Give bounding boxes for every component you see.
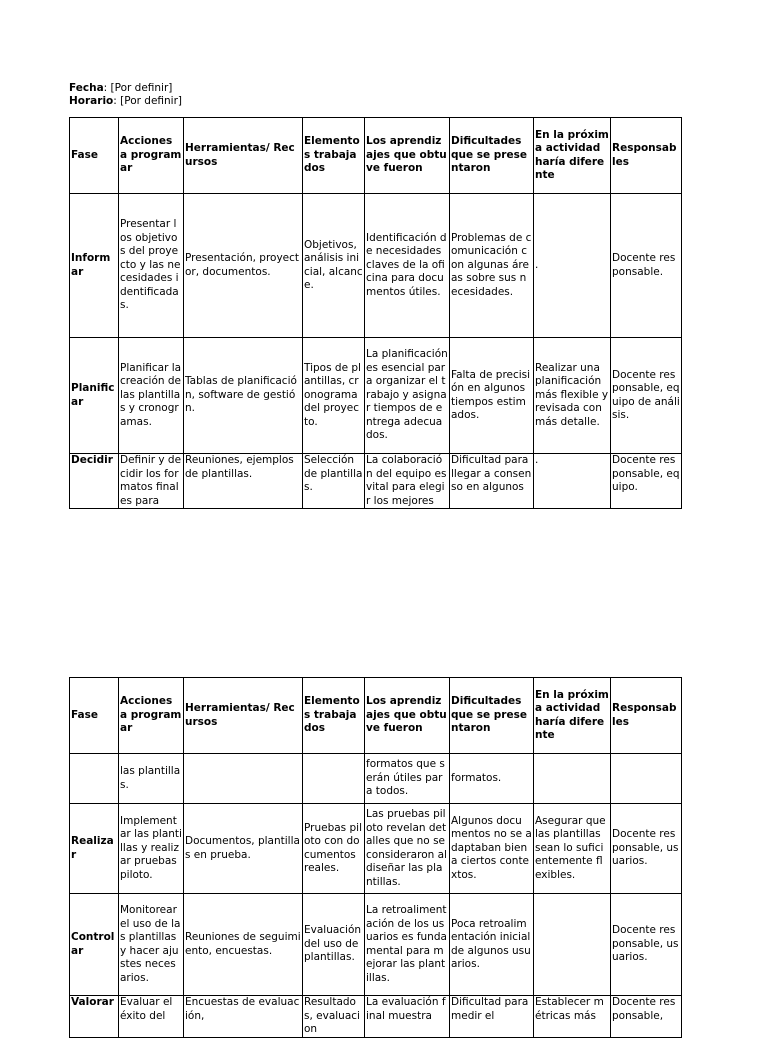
table-cell [534, 894, 611, 996]
table-cell: Selección de plantillas. [303, 454, 365, 509]
table-row [70, 804, 682, 894]
phase-cell: Valorar [70, 996, 119, 1038]
horario-value: : [Por definir] [113, 95, 182, 107]
table-cell: Dificultad para llegar a consenso en algunos [450, 454, 534, 509]
table-cell: Realizar una planificación más flexible y revisada con más detalle. [534, 338, 611, 454]
phase-cell [70, 754, 119, 804]
table-cell: Reuniones, ejemplos de plantillas. [184, 454, 303, 509]
header-cell: Dificultades que se presentaron [450, 118, 534, 194]
table-row [70, 894, 682, 996]
table-cell: Resultados, evaluacion [303, 996, 365, 1038]
header-cell: En la próxima actividad haría diferente [534, 118, 611, 194]
horario-line [69, 95, 182, 108]
table-cell: Identificación de necesidades claves de la oficina para documentos útiles. [365, 194, 450, 338]
table-cell: Monitorear el uso de las plantillas y hacer ajustes necesarios. [119, 894, 184, 996]
header-cell: Los aprendizajes que obtuve fueron [365, 678, 450, 754]
table-cell: Reuniones de seguimiento, encuestas. [184, 894, 303, 996]
table-cell: Poca retroalimentación inicial de algunos usuarios. [450, 894, 534, 996]
table-cell: . [534, 454, 611, 509]
table-cell: Objetivos, análisis inicial, alcance. [303, 194, 365, 338]
header-cell: Herramientas/ Recursos [184, 678, 303, 754]
fecha-label: Fecha [69, 82, 104, 94]
table-cell: Tablas de planificación, software de gestión. [184, 338, 303, 454]
table-cell: Encuestas de evaluación, [184, 996, 303, 1038]
table-cell: Planificar la creación de las plantillas y cronogramas. [119, 338, 184, 454]
table-cell: Asegurar que las plantillas sean lo suficientemente flexibles. [534, 804, 611, 894]
table-cell: Establecer métricas más [534, 996, 611, 1038]
header-cell: Responsables [611, 678, 682, 754]
table-cell: Docente responsable, [611, 996, 682, 1038]
header-cell: Acciones a programar [119, 678, 184, 754]
table-cell: Tipos de plantillas, cronograma del proyecto. [303, 338, 365, 454]
table-cell: Evaluar el éxito del [119, 996, 184, 1038]
fecha-line [69, 82, 172, 95]
table-cell: formatos. [450, 754, 534, 804]
table-row [70, 338, 682, 454]
table-cell: Evaluación del uso de plantillas. [303, 894, 365, 996]
activity-table-page1 [69, 117, 682, 509]
phase-cell: Planificar [70, 338, 119, 454]
table-row [70, 754, 682, 804]
header-cell: Los aprendizajes que obtuve fueron [365, 118, 450, 194]
table-cell: Presentación, proyector, documentos. [184, 194, 303, 338]
table-cell: La retroalimentación de los usuarios es fundamental para mejorar las plantillas. [365, 894, 450, 996]
phase-cell: Controlar [70, 894, 119, 996]
phase-cell: Informar [70, 194, 119, 338]
table-cell [534, 754, 611, 804]
header-cell: Fase [70, 118, 119, 194]
table-cell: Las pruebas piloto revelan detalles que no se consideraron al diseñar las plantillas. [365, 804, 450, 894]
table-cell: Docente responsable, equipo. [611, 454, 682, 509]
header-cell: Acciones a programar [119, 118, 184, 194]
table-cell [611, 754, 682, 804]
fecha-value: : [Por definir] [103, 82, 173, 94]
phase-cell: Decidir [70, 454, 119, 509]
table-cell: Pruebas piloto con documentos reales. [303, 804, 365, 894]
table-cell: Implementar las plantillas y realizar pruebas piloto. [119, 804, 184, 894]
table-cell: las plantillas. [119, 754, 184, 804]
table-cell [303, 754, 365, 804]
table-cell: Falta de precisión en algunos tiempos estimados. [450, 338, 534, 454]
header-row [70, 678, 682, 754]
table-cell: Documentos, plantillas en prueba. [184, 804, 303, 894]
table-cell: Docente responsable, usuarios. [611, 894, 682, 996]
table-row [70, 194, 682, 338]
header-cell: Dificultades que se presentaron [450, 678, 534, 754]
header-cell: En la próxima actividad haría diferente [534, 678, 611, 754]
header-cell: Elementos trabajados [303, 118, 365, 194]
table-cell: Dificultad para medir el [450, 996, 534, 1038]
table-cell: formatos que serán útiles para todos. [365, 754, 450, 804]
table-cell: Algunos documentos no se adaptaban bien a ciertos contextos. [450, 804, 534, 894]
header-cell: Responsables [611, 118, 682, 194]
table-cell: La planificación es esencial para organizar el trabajo y asignar tiempos de entrega adecuados. [365, 338, 450, 454]
header-cell: Herramientas/ Recursos [184, 118, 303, 194]
table-cell: Presentar los objetivos del proyecto y las necesidades identificadas. [119, 194, 184, 338]
table-cell: La colaboración del equipo es vital para elegir los mejores [365, 454, 450, 509]
table-row [70, 996, 682, 1038]
table-cell [184, 754, 303, 804]
table-cell: Docente responsable, usuarios. [611, 804, 682, 894]
table-row [70, 454, 682, 509]
table-cell: Docente responsable, equipo de análisis. [611, 338, 682, 454]
table-cell: Definir y decidir los formatos finales para [119, 454, 184, 509]
table-cell: Problemas de comunicación con algunas áreas sobre sus necesidades. [450, 194, 534, 338]
phase-cell: Realizar [70, 804, 119, 894]
table-cell: La evaluación final muestra [365, 996, 450, 1038]
header-row [70, 118, 682, 194]
table-cell: Docente responsable. [611, 194, 682, 338]
table-cell: . [534, 194, 611, 338]
horario-label: Horario [69, 95, 114, 107]
activity-table-page2 [69, 677, 682, 1038]
header-cell: Elementos trabajados [303, 678, 365, 754]
header-cell: Fase [70, 678, 119, 754]
